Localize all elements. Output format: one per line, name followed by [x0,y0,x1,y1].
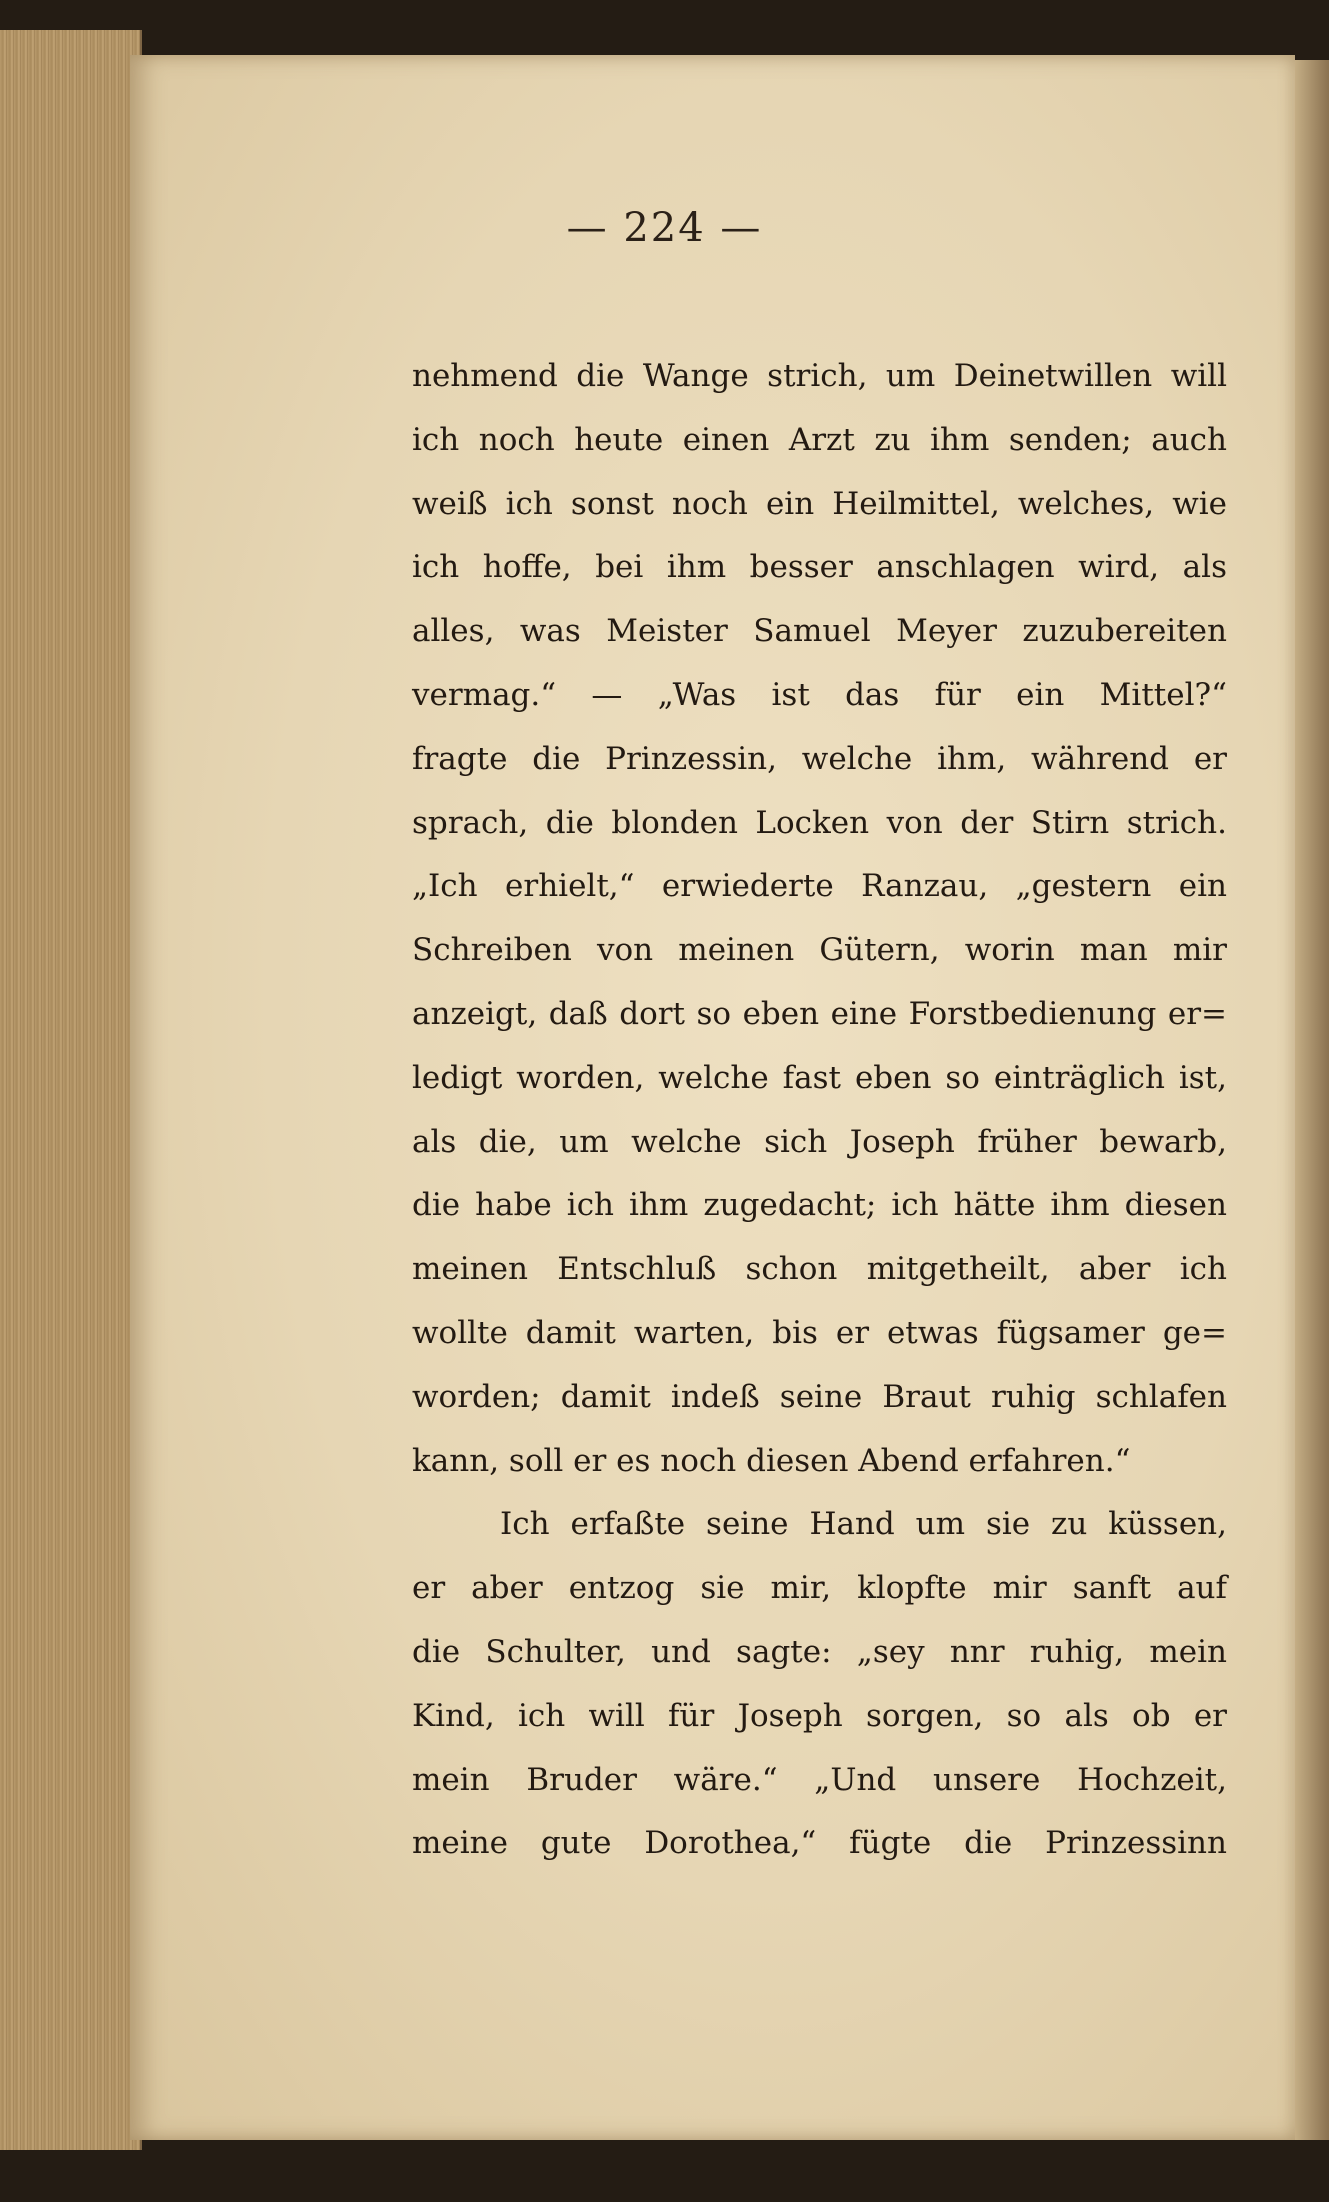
text-line: wollte damit warten, bis er etwas fügsamer ge= [412,1314,1227,1351]
text-line: meine gute Dorothea,“ fügte die Prinzessinn [412,1825,1227,1862]
text-line: vermag.“ — „Was ist das für ein Mittel?“ [412,676,1227,713]
page-stack-edge [0,30,142,2150]
text-line: nehmend die Wange strich, um Deinetwillen will [412,358,1227,394]
page-number: — 224 — [566,205,763,251]
text-line: die Schulter, und sagte: „sey nnr ruhig, mein [412,1633,1227,1670]
text-line: fragte die Prinzessin, welche ihm, während er [412,740,1227,777]
text-line: „Ich erhielt,“ erwiederte Ranzau, „gestern ein [412,868,1227,905]
text-line: Schreiben von meinen Gütern, worin man mir [412,932,1227,969]
text-line: er aber entzog sie mir, klopfte mir sanft auf [412,1570,1227,1607]
text-line: ledigt worden, welche fast eben so einträglich ist, [412,1059,1227,1096]
text-line: sprach, die blonden Locken von der Stirn strich. [412,804,1227,841]
text-line: die habe ich ihm zugedacht; ich hätte ihm diesen [412,1187,1227,1224]
page-right-edge [1290,60,1329,2140]
text-line: meinen Entschluß schon mitgetheilt, aber ich [412,1251,1227,1288]
text-line: als die, um welche sich Joseph früher bewarb, [412,1123,1227,1160]
text-line: kann, soll er es noch diesen Abend erfahren.“ [412,1442,1131,1479]
text-line: anzeigt, daß dort so eben eine Forstbedienung er= [412,995,1227,1032]
paragraph-first-line: Ich erfaßte seine Hand um sie zu küssen, [500,1506,1227,1543]
text-line: alles, was Meister Samuel Meyer zuzubereiten [412,613,1227,650]
text-line: ich hoffe, bei ihm besser anschlagen wird, als [412,549,1227,586]
text-line: mein Bruder wäre.“ „Und unsere Hochzeit, [412,1761,1227,1798]
page-body-text [412,345,1227,1876]
text-line: Kind, ich will für Joseph sorgen, so als ob er [412,1697,1227,1734]
text-line: ich noch heute einen Arzt zu ihm senden; auch [412,421,1227,458]
text-line: worden; damit indeß seine Braut ruhig schlafen [412,1378,1227,1415]
text-line: weiß ich sonst noch ein Heilmittel, welches, wie [412,485,1227,522]
